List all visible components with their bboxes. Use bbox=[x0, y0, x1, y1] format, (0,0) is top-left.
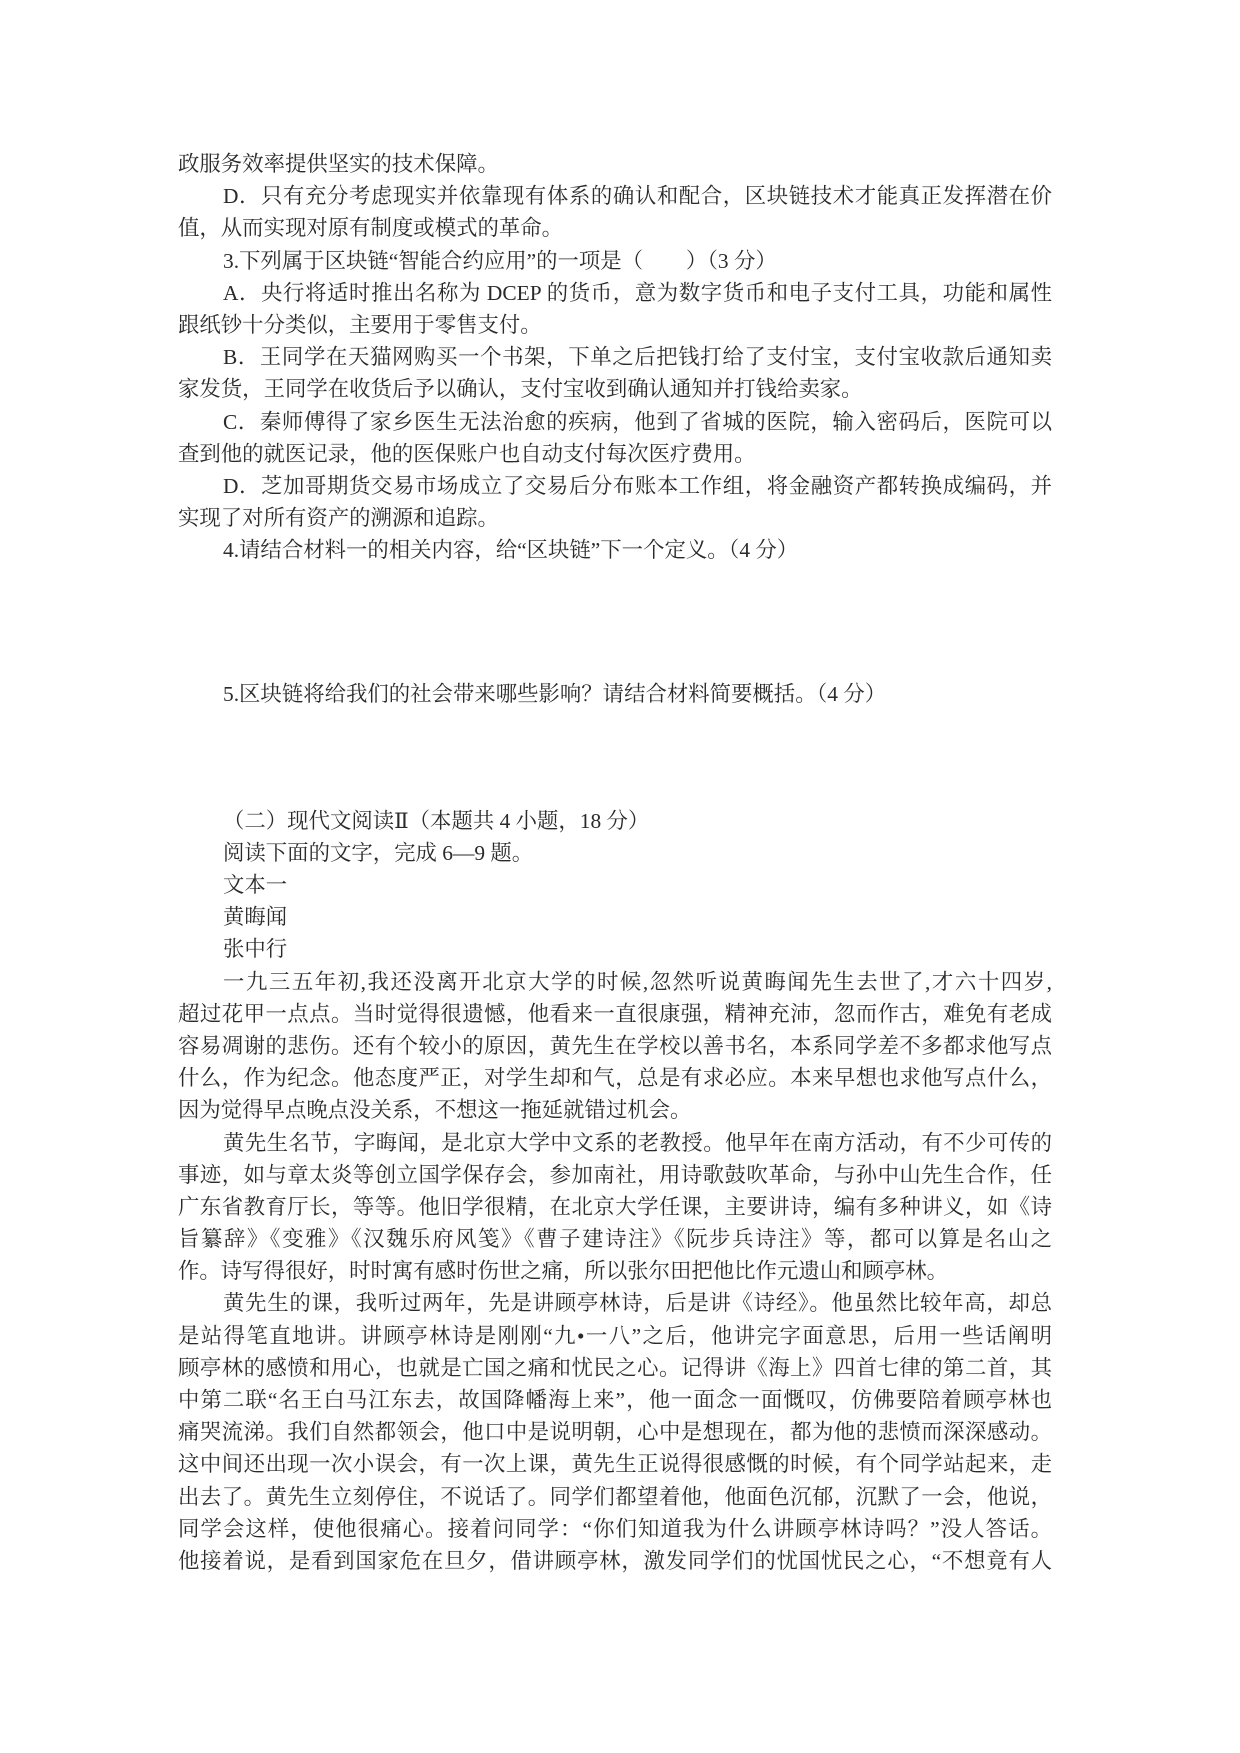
text-line: 5.区块链将给我们的社会带来哪些影响？请结合材料简要概括。（4 分） bbox=[223, 682, 887, 707]
text-line: 文本一 bbox=[223, 873, 288, 897]
text-line: （二）现代文阅读Ⅱ（本题共 4 小题，18 分） bbox=[223, 808, 650, 833]
text-line: 作。诗写得很好，时时寓有感时伤世之痛，所以张尔田把他比作元遗山和顾亭林。 bbox=[178, 1259, 949, 1284]
text-line: 顾亭林的感愤和用心，也就是亡国之痛和忧民之心。记得讲《海上》四首七律的第二首，其 bbox=[178, 1355, 1052, 1380]
text-line: 容易凋谢的悲伤。还有个较小的原因，黄先生在学校以善书名，本系同学差不多都求他写点 bbox=[178, 1033, 1052, 1058]
text-line: 痛哭流涕。我们自然都领会，他口中是说明朝，心中是想现在，都为他的悲愤而深深感动。 bbox=[178, 1420, 1052, 1445]
text-line: B．王同学在天猫网购买一个书架，下单之后把钱打给了支付宝，支付宝收款后通知卖 bbox=[223, 345, 1052, 370]
text-line: 跟纸钞十分类似，主要用于零售支付。 bbox=[178, 312, 542, 337]
text-line: 超过花甲一点点。当时觉得很遗憾，他看来一直很康强，精神充沛，忽而作古，难免有老成 bbox=[178, 1001, 1052, 1026]
text-line: 值，从而实现对原有制度或模式的革命。 bbox=[178, 216, 564, 241]
text-line: D．芝加哥期货交易市场成立了交易后分布账本工作组，将金融资产都转换成编码，并 bbox=[223, 473, 1052, 498]
text-line: 中第二联“名王白马江东去，故国降幡海上来”，他一面念一面慨叹，仿佛要陪着顾亭林也 bbox=[178, 1388, 1052, 1412]
text-line: 广东省教育厅长，等等。他旧学很精，在北京大学任课，主要讲诗，编有多种讲义，如《诗 bbox=[178, 1194, 1052, 1219]
text-line: 旨纂辞》《变雅》《汉魏乐府风笺》《曹子建诗注》《阮步兵诗注》等，都可以算是名山之 bbox=[178, 1227, 1052, 1252]
text-line: 家发货，王同学在收货后予以确认，支付宝收到确认通知并打钱给卖家。 bbox=[178, 377, 863, 402]
text-line: D．只有充分考虑现实并依靠现有体系的确认和配合，区块链技术才能真正发挥潜在价 bbox=[223, 184, 1052, 209]
text-line: 查到他的就医记录，他的医保账户也自动支付每次医疗费用。 bbox=[178, 441, 756, 466]
exam-text-block bbox=[178, 148, 1052, 1577]
text-line: C．秦师傅得了家乡医生无法治愈的疾病，他到了省城的医院，输入密码后，医院可以 bbox=[223, 409, 1052, 434]
text-line: 政服务效率提供坚实的技术保障。 bbox=[178, 152, 499, 176]
text-line: 3.下列属于区块链“智能合约应用”的一项是（ ）（3 分） bbox=[223, 248, 777, 273]
text-line: 出去了。黄先生立刻停住，不说话了。同学们都望着他，他面色沉郁，沉默了一会，他说， bbox=[178, 1484, 1052, 1509]
text-line: 什么，作为纪念。他态度严正，对学生却和气，总是有求必应。本来早想也求他写点什么， bbox=[178, 1066, 1052, 1091]
text-line: 阅读下面的文字，完成 6—9 题。 bbox=[223, 840, 534, 865]
text-line: 实现了对所有资产的溯源和追踪。 bbox=[178, 506, 499, 531]
text-line: 事迹，如与章太炎等创立国学保存会，参加南社，用诗歌鼓吹革命，与孙中山先生合作，任 bbox=[178, 1162, 1052, 1187]
text-line: 黄晦闻 bbox=[223, 905, 288, 930]
text-line: A．央行将适时推出名称为 DCEP 的货币，意为数字货币和电子支付工具，功能和属性 bbox=[223, 280, 1052, 305]
text-line: 他接着说，是看到国家危在旦夕，借讲顾亭林，激发同学们的忧国忧民之心，“不想竟有人 bbox=[178, 1548, 1052, 1573]
text-line: 黄先生名节，字晦闻，是北京大学中文系的老教授。他早年在南方活动，有不少可传的 bbox=[223, 1130, 1052, 1155]
text-line: 一九三五年初,我还没离开北京大学的时候,忽然听说黄晦闻先生去世了,才六十四岁, bbox=[223, 969, 1052, 994]
text-line: 因为觉得早点晚点没关系，不想这一拖延就错过机会。 bbox=[178, 1098, 692, 1123]
text-line: 是站得笔直地讲。讲顾亭林诗是刚刚“九•一八”之后，他讲完字面意思，后用一些话阐明 bbox=[178, 1323, 1052, 1348]
text-line: 黄先生的课，我听过两年，先是讲顾亭林诗，后是讲《诗经》。他虽然比较年高，却总 bbox=[223, 1291, 1052, 1316]
text-line: 4.请结合材料一的相关内容，给“区块链”下一个定义。（4 分） bbox=[223, 538, 799, 563]
text-line: 这中间还出现一次小误会，有一次上课，黄先生正说得很感慨的时候，有个同学站起来，走 bbox=[178, 1452, 1052, 1477]
text-line: 同学会这样，使他很痛心。接着问同学：“你们知道我为什么讲顾亭林诗吗？”没人答话。 bbox=[178, 1516, 1052, 1541]
text-line: 张中行 bbox=[223, 937, 288, 962]
